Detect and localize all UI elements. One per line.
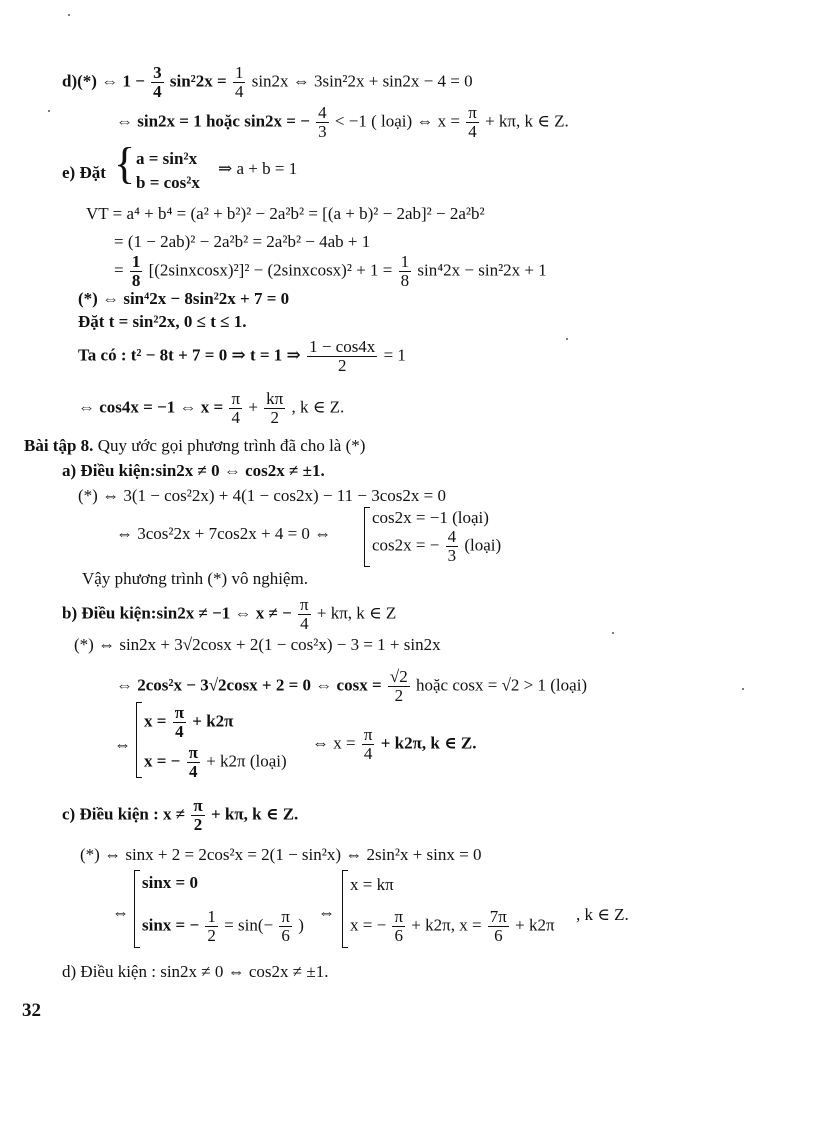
bracket — [364, 507, 370, 567]
line-d — [62, 64, 473, 101]
text: x = — [144, 711, 167, 731]
text: (loại) — [464, 535, 502, 555]
text: + k2π (loại) — [206, 751, 287, 771]
fraction: $\frac{\pi}{4}$ — [174, 703, 185, 741]
line-vt1: VT = a⁴ + b⁴ = (a² + b²)² − 2a²b² = [(a + b)² − 2ab]² − 2a²b² — [86, 204, 485, 223]
fraction: $\frac{4}{3}$ — [447, 527, 457, 565]
text: ) — [298, 915, 304, 935]
text: + k2π, x = — [411, 915, 482, 935]
line-a-vay: Vậy phương trình (*) vô nghiệm. — [82, 569, 308, 588]
fraction: $\frac{\pi}{4}$ — [231, 389, 241, 427]
fraction: $\frac{1 - \cos 4x}{2}$ — [309, 337, 376, 375]
line-e-sys2: b = cos²x — [136, 173, 200, 192]
fraction: $\frac{\pi}{6}$ — [394, 907, 404, 945]
text: sin⁴2x − sin²2x + 1 — [417, 260, 547, 280]
line-c-res-tail: , k ∈ Z. — [576, 905, 629, 924]
scan-speck — [742, 688, 744, 690]
line-b-cond — [62, 596, 396, 633]
text: ⇔ 2cos²x − 3√2cosx + 2 = 0 ⇔ cosx = — [116, 675, 382, 695]
text: + k2π — [192, 711, 234, 731]
text: Ta có : t² − 8t + 7 = 0 ⇒ t = 1 ⇒ — [78, 345, 301, 365]
scan-speck — [612, 632, 614, 634]
text: c) Điều kiện : x ≠ — [62, 804, 186, 824]
text: x = − — [144, 751, 181, 771]
text: + k2π — [515, 915, 555, 935]
text: b) Điều kiện:sin2x ≠ −1 ⇔ x ≠ − — [62, 603, 292, 623]
bracket — [342, 870, 348, 948]
line-d2 — [116, 104, 569, 141]
line-c-star: (*) ⇔ sinx + 2 = 2cos²x = 2(1 − sin²x) ⇔ 2sin²x + sinx = 0 — [80, 845, 482, 864]
text: ⇔ x = — [312, 733, 356, 753]
line-d-cond: d) Điều kiện : sin2x ≠ 0 ⇔ cos2x ≠ ±1. — [62, 962, 329, 981]
text: Bài tập 8. — [24, 436, 94, 455]
equiv-symbol: ⇔ — [318, 903, 335, 922]
fraction: $\frac{√2}{2}$ — [389, 667, 408, 705]
fraction: $\frac{3}{4}$ — [153, 63, 162, 101]
text: sinx = − — [142, 915, 200, 935]
line-c-case2 — [142, 908, 304, 945]
page-number: 32 — [22, 1000, 41, 1021]
text: x = − — [350, 915, 387, 935]
line-b-star: (*) ⇔ sin2x + 3√2cosx + 2(1 − cos²x) − 3 = 1 + sin2x — [74, 635, 441, 654]
equiv-symbol: ⇔ — [112, 903, 129, 922]
text: sin2x ⇔ 3sin²2x + sin2x − 4 = 0 — [251, 71, 473, 91]
text: , k ∈ Z. — [291, 397, 345, 417]
line-a-case1: cos2x = −1 (loại) — [372, 508, 489, 527]
line-a-star: (*) ⇔ 3(1 − cos²2x) + 4(1 − cos2x) − 11 − 3cos2x = 0 — [78, 486, 446, 505]
line-e-label: e) Đặt — [62, 163, 106, 182]
fraction: $\frac{1}{8}$ — [131, 252, 141, 290]
line-c-case1: sinx = 0 — [142, 873, 198, 892]
line-e-tail: ⇒ a + b = 1 — [218, 159, 298, 178]
text: + k2π, k ∈ Z. — [380, 733, 477, 753]
fraction: $\frac{\pi}{4}$ — [188, 743, 198, 781]
line-e-cos — [78, 390, 344, 427]
fraction: $\frac{\pi}{4}$ — [468, 103, 477, 141]
text: = — [114, 260, 124, 280]
text: = sin(− — [224, 915, 274, 935]
text: + kπ, k ∈ Z — [316, 603, 397, 623]
text: < −1 ( loại) ⇔ x = — [334, 111, 460, 131]
line-b-result — [312, 726, 477, 763]
fraction: $\frac{\pi}{4}$ — [363, 725, 373, 763]
line-a-eq: ⇔ 3cos²2x + 7cos2x + 4 = 0 ⇔ — [116, 524, 332, 543]
line-e-taco — [78, 338, 406, 375]
scan-speck — [566, 338, 568, 340]
fraction: $\frac{4}{3}$ — [318, 103, 327, 141]
line-c-res1: x = kπ — [350, 875, 394, 894]
text: cos2x = − — [372, 535, 440, 555]
text: hoặc cosx = √2 > 1 (loại) — [416, 675, 588, 695]
bracket — [134, 870, 140, 948]
line-vt2: = (1 − 2ab)² − 2a²b² = 2a²b² − 4ab + 1 — [114, 232, 371, 251]
text: sin²2x = — [169, 71, 227, 91]
text: + kπ, k ∈ Z. — [485, 111, 569, 131]
line-b-case1 — [144, 704, 233, 741]
text: + kπ, k ∈ Z. — [210, 804, 299, 824]
scan-speck — [68, 14, 70, 16]
scan-speck — [48, 110, 50, 112]
text: ⇔ cos4x = −1 ⇔ x = — [78, 397, 224, 417]
text: Quy ước gọi phương trình đã cho là (*) — [97, 436, 366, 455]
fraction: $\frac{1}{8}$ — [400, 252, 410, 290]
text: + — [248, 397, 258, 417]
line-b-eq — [116, 668, 587, 705]
line-a-case2 — [372, 528, 501, 565]
equiv-symbol: ⇔ — [114, 735, 131, 754]
line-b-case2 — [144, 744, 287, 781]
fraction: $\frac{7\pi}{6}$ — [489, 907, 507, 945]
text: [(2sinxcosx)²]² − (2sinxcosx)² + 1 = — [148, 260, 393, 280]
fraction: $\frac{k\pi}{2}$ — [266, 389, 284, 427]
bracket — [136, 702, 142, 778]
fraction: $\frac{\pi}{4}$ — [300, 595, 309, 633]
text: = 1 — [383, 345, 406, 365]
fraction: $\frac{\pi}{2}$ — [193, 796, 203, 834]
line-e-sys1: a = sin²x — [136, 149, 198, 168]
line-a-cond: a) Điều kiện:sin2x ≠ 0 ⇔ cos2x ≠ ±1. — [62, 461, 325, 480]
exercise-heading — [24, 437, 365, 454]
text: d)(*) ⇔ 1 − — [62, 71, 145, 91]
line-vt3 — [114, 253, 547, 290]
fraction: $\frac{\pi}{6}$ — [281, 907, 290, 945]
line-e-star: (*) ⇔ sin⁴2x − 8sin²2x + 7 = 0 — [78, 289, 290, 308]
curly-brace: { — [114, 139, 136, 188]
text: ⇔ sin2x = 1 hoặc sin2x = − — [116, 111, 310, 131]
line-c-res2 — [350, 908, 555, 945]
fraction: $\frac{1}{4}$ — [234, 63, 244, 101]
line-c-cond — [62, 797, 298, 834]
line-e-dat: Đặt t = sin²2x, 0 ≤ t ≤ 1. — [78, 312, 247, 331]
fraction: $\frac{1}{2}$ — [207, 907, 216, 945]
